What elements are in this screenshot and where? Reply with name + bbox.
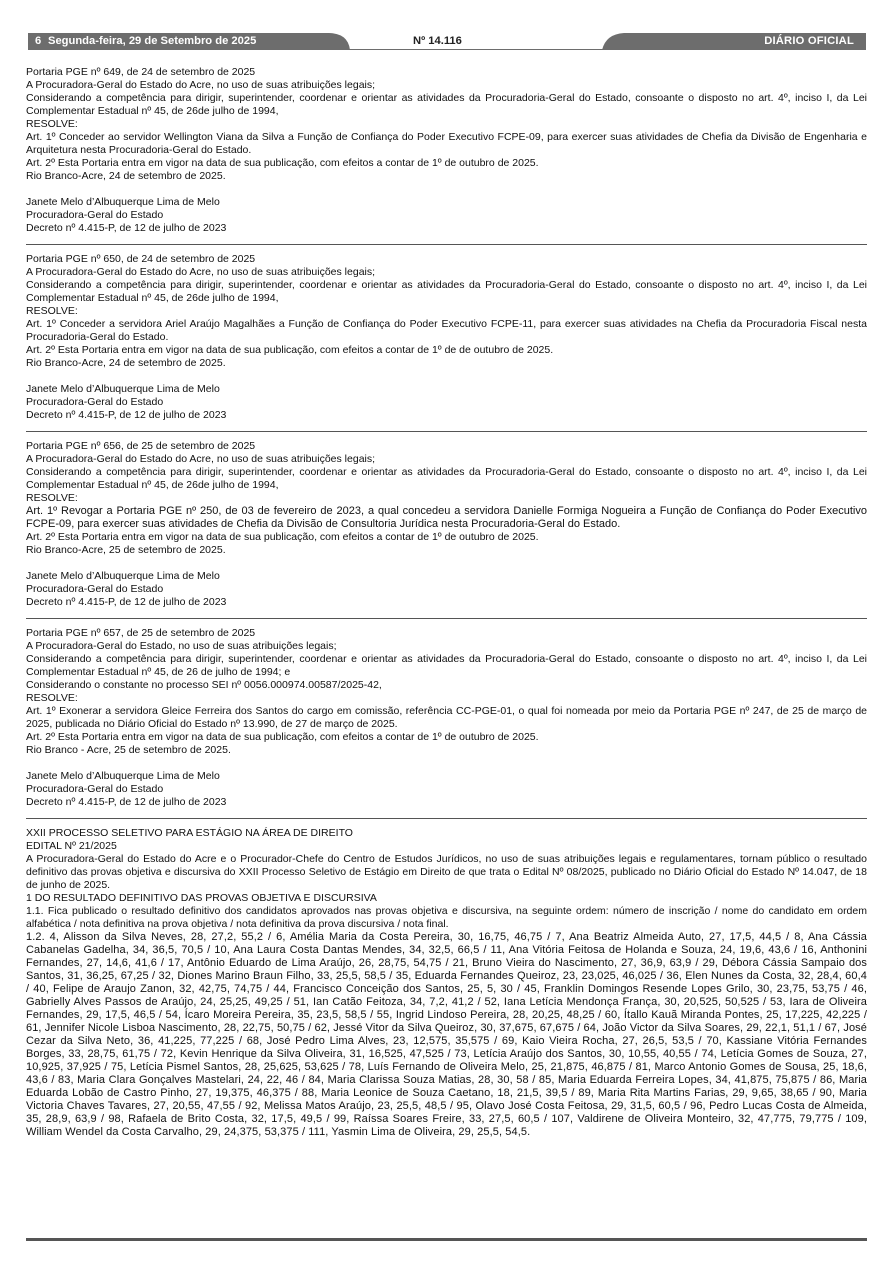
signature-decree: Decreto nº 4.415-P, de 12 de julho de 2023 [26, 596, 227, 608]
signature-role: Procuradora-Geral do Estado [26, 396, 164, 408]
processo-seletivo [26, 827, 867, 1139]
signature-name: Janete Melo d’Albuquerque Lima de Melo [26, 570, 220, 582]
paragraph: RESOLVE: [26, 118, 78, 130]
signature-name: Janete Melo d’Albuquerque Lima de Melo [26, 383, 220, 395]
paragraph: A Procuradora-Geral do Estado do Acre, no uso de suas atribuições legais; [26, 453, 376, 465]
divider [26, 818, 867, 819]
paragraph: Considerando a competência para dirigir, superintender, coordenar e orientar as atividades da Procuradoria-Geral do Estado, consoante o disposto no art. 4º, inciso I, da Lei Complementar Estadual nº 45, de 26de julho de 1994, [26, 279, 867, 304]
paragraph: 1.1. Fica publicado o resultado definitivo dos candidatos aprovados nas provas objetiva e discursiva, na seguinte ordem: número de inscrição / nome do candidato em ordem alfabética / nota definitiva na prova objetiva / nota definitiva da prova discursiva / nota final. [26, 905, 867, 930]
page-content [26, 66, 867, 1139]
results-list: 1.2. 4, Alisson da Silva Neves, 28, 27,2, 55,2 / 6, Amélia Maria da Costa Pereira, 30, 16,75, 46,75 / 7, Ana Beatriz Almeida Auto, 27, 17,5, 44,5 / 8, Ana Cássia Cabanelas Gadelha, 34, 36,5, 70,5 / 10, Ana Laura Costa Dantas Mendes, 34, 32,5, 66,5 / 11, Ana Vitória Feitosa de Holanda e Souza, 24, 19,6, 43,6 / 16, Anthonini Fernandes, 27, 14,6, 41,6 / 17, Antônio Eduardo de Lima Araújo, 26, 28,75, 54,75 / 21, Bruno Vieira do Nascimento, 27, 36,9, 63,9 / 29, Débora Cássia Sampaio dos Santos, 31, 36,25, 67,25 / 32, Diones Marino Braun Filho, 33, 25,5, 58,5 / 35, Eduarda Fernandes Queiroz, 23, 23,025, 46,025 / 36, Elen Nunes da Costa, 32, 28,4, 60,4 / 40, Felipe de Araujo Zanon, 32, 42,75, 74,75 / 44, Francisco Conceição dos Santos, 25, 5, 30 / 45, Franklin Domingos Resende Lopes Grilo, 30, 23,75, 53,75 / 46, Gabrielly Alves Passos de Araújo, 24, 25,25, 49,25 / 51, Ian Catão Feitoza, 34, 7,2, 41,2 / 52, Iana Letícia Mendonça França, 30, 20,525, 50,525 / 53, Iara de Oliveira Fernandes, 29, 17,5, 46,5 / 54, Ícaro Moreira Pereira, 35, 23,5, 58,5 / 55, Ingrid Lindoso Pereira, 28, 20,25, 48,25 / 60, Ítallo Kauã Miranda Pontes, 25, 17,225, 42,225 / 61, Jennifer Nicole Lisboa Nascimento, 28, 22,75, 50,75 / 62, Jessé Vitor da Silva Queiroz, 30, 37,675, 67,675 / 64, João Victor da Silva Soares, 29, 22,1, 51,1 / 67, José Cezar da Silva Neto, 36, 41,225, 77,225 / 68, José Pedro Lima Alves, 23, 12,575, 35,575 / 69, Kaio Vieira Rocha, 27, 26,5, 53,5 / 70, Kassiane Vitória Fernandes Borges, 33, 28,75, 61,75 / 72, Kevin Henrique da Silva Oliveira, 31, 16,525, 47,525 / 73, Letícia Araújo dos Santos, 30, 10,55, 40,55 / 74, Letícia Gomes de Souza, 27, 10,925, 37,925 / 75, Letícia Pismel Santos, 28, 25,625, 53,625 / 78, Luís Fernando de Oliveira Melo, 25, 21,875, 46,875 / 81, Marco Antonio Gomes de Sousa, 25, 18,6, 43,6 / 83, Maria Clara Gonçalves Mastelari, 24, 22, 46 / 84, Maria Clarissa Souza Matias, 28, 30, 58 / 85, Maria Eduarda Ferreira Lopes, 34, 41,875, 75,875 / 86, Maria Eduarda Lobão de Castro Pinho, 27, 19,375, 46,375 / 88, Maria Leonice de Souza Caetano, 18, 21,5, 39,5 / 89, Maria Rita Martins Farias, 29, 9,65, 38,65 / 90, Maria Victoria Chaves Tavares, 27, 20,55, 47,55 / 92, Melissa Matos Araújo, 23, 25,5, 48,5 / 95, Olavo José Costa Feitosa, 29, 31,5, 60,5 / 96, Pedro Lucas Costa de Almeida, 35, 28,9, 63,9 / 98, Rafaela de Brito Costa, 32, 17,5, 49,5 / 99, Raíssa Soares Freire, 33, 27,5, 60,5 / 107, Valdirene de Oliveira Monteiro, 32, 47,775, 79,775 / 109, William Wendel da Costa Carvalho, 29, 24,375, 53,375 / 111, Yasmin Lima de Oliveira, 29, 25,5, 54,5. [26, 931, 867, 1138]
edition-number: Nº 14.116 [413, 35, 462, 47]
portaria-title: Portaria PGE nº 650, de 24 de setembro de 2025 [26, 253, 256, 265]
paragraph: Art. 2º Esta Portaria entra em vigor na data de sua publicação, com efeitos a contar de 1º de outubro de 2025. [26, 531, 539, 543]
paragraph: Art. 2º Esta Portaria entra em vigor na data de sua publicação, com efeitos a contar de 1º de outubro de 2025. [26, 157, 539, 169]
paragraph: Considerando a competência para dirigir, superintender, coordenar e orientar as atividades da Procuradoria-Geral do Estado, consoante o disposto no art. 4º, inciso I, da Lei Complementar Estadual nº 45, de 26 de julho de 1994; e [26, 653, 867, 678]
paragraph: RESOLVE: [26, 492, 78, 504]
paragraph: RESOLVE: [26, 692, 78, 704]
portaria-title: Portaria PGE nº 649, de 24 de setembro de 2025 [26, 66, 256, 78]
page-number: 6 [35, 35, 42, 47]
signature-name: Janete Melo d’Albuquerque Lima de Melo [26, 770, 220, 782]
section-heading: 1 DO RESULTADO DEFINITIVO DAS PROVAS OBJETIVA E DISCURSIVA [26, 892, 377, 904]
paragraph: A Procuradora-Geral do Estado do Acre, no uso de suas atribuições legais; [26, 79, 376, 91]
publication-name: DIÁRIO OFICIAL [764, 35, 854, 47]
paragraph: Art. 2º Esta Portaria entra em vigor na data de sua publicação, com efeitos a contar de 1º de outubro de 2025. [26, 731, 539, 743]
paragraph: Art. 1º Conceder ao servidor Wellington Viana da Silva a Função de Confiança do Poder Executivo FCPE-09, para exercer suas atividades de Chefia da Divisão de Engenharia e Arquitetura nesta Procuradoria-Geral do Estado. [26, 131, 867, 156]
section-title: XXII PROCESSO SELETIVO PARA ESTÁGIO NA ÁREA DE DIREITO [26, 827, 353, 839]
footer-rule [26, 1238, 867, 1241]
portaria-657 [26, 627, 867, 809]
paragraph: Rio Branco-Acre, 24 de setembro de 2025. [26, 170, 226, 182]
signature-decree: Decreto nº 4.415-P, de 12 de julho de 2023 [26, 409, 227, 421]
signature-decree: Decreto nº 4.415-P, de 12 de julho de 2023 [26, 222, 227, 234]
divider [26, 244, 867, 245]
signature-name: Janete Melo d’Albuquerque Lima de Melo [26, 196, 220, 208]
paragraph: A Procuradora-Geral do Estado do Acre e o Procurador-Chefe do Centro de Estudos Jurídicos, no uso de suas atribuições legais e regulamentares, tornam público o resultado definitivo das provas objetiva e discursiva do XXII Processo Seletivo de Estágio em Direito de que trata o Edital Nº 08/2025, publicado no Diário Oficial do Estado Nº 14.047, de 18 de junho de 2025. [26, 853, 867, 891]
paragraph: Rio Branco-Acre, 25 de setembro de 2025. [26, 544, 226, 556]
header-date: Segunda-feira, 29 de Setembro de 2025 [48, 35, 257, 47]
signature-decree: Decreto nº 4.415-P, de 12 de julho de 2023 [26, 796, 227, 808]
paragraph: Art. 2º Esta Portaria entra em vigor na data de sua publicação, com efeitos a contar de 1º de de outubro de 2025. [26, 344, 554, 356]
paragraph: A Procuradora-Geral do Estado, no uso de suas atribuições legais; [26, 640, 337, 652]
portaria-650 [26, 253, 867, 422]
signature-role: Procuradora-Geral do Estado [26, 209, 164, 221]
divider [26, 618, 867, 619]
portaria-title: Portaria PGE nº 657, de 25 de setembro de 2025 [26, 627, 256, 639]
paragraph: Art. 1º Exonerar a servidora Gleice Ferreira dos Santos do cargo em comissão, referência CC-PGE-01, o qual foi nomeada por meio da Portaria PGE nº 247, de 25 de março de 2025, publicada no Diário Oficial do Estado nº 13.990, de 27 de março de 2025. [26, 705, 867, 730]
paragraph: RESOLVE: [26, 305, 78, 317]
paragraph: Considerando a competência para dirigir, superintender, coordenar e orientar as atividades da Procuradoria-Geral do Estado, consoante o disposto no art. 4º, inciso I, da Lei Complementar Estadual nº 45, de 26de julho de 1994, [26, 466, 867, 491]
divider [26, 431, 867, 432]
page-header [28, 33, 866, 50]
signature-role: Procuradora-Geral do Estado [26, 583, 164, 595]
portaria-649 [26, 66, 867, 235]
paragraph: Art. 1º Conceder a servidora Ariel Araújo Magalhães a Função de Confiança do Poder Executivo FCPE-11, para exercer suas atividades na Chefia da Procuradoria Fiscal nesta Procuradoria-Geral do Estado. [26, 318, 867, 343]
portaria-title: Portaria PGE nº 656, de 25 de setembro de 2025 [26, 440, 256, 452]
paragraph: Considerando o constante no processo SEI nº 0056.000974.00587/2025-42, [26, 679, 382, 691]
paragraph: A Procuradora-Geral do Estado do Acre, no uso de suas atribuições legais; [26, 266, 376, 278]
paragraph: Rio Branco-Acre, 24 de setembro de 2025. [26, 357, 226, 369]
signature-role: Procuradora-Geral do Estado [26, 783, 164, 795]
paragraph: Art. 1º Revogar a Portaria PGE nº 250, de 03 de fevereiro de 2023, a qual concedeu a servidora Danielle Formiga Nogueira a Função de Confiança do Poder Executivo FCPE-09, para exercer suas atividades de Chefia da Divisão de Consultoria Jurídica nesta Procuradoria-Geral do Estado. [26, 505, 867, 530]
portaria-656 [26, 440, 867, 609]
paragraph: Considerando a competência para dirigir, superintender, coordenar e orientar as atividades da Procuradoria-Geral do Estado, consoante o disposto no art. 4º, inciso I, da Lei Complementar Estadual nº 45, de 26de julho de 1994, [26, 92, 867, 117]
paragraph: Rio Branco - Acre, 25 de setembro de 2025. [26, 744, 231, 756]
edital-number: EDITAL Nº 21/2025 [26, 840, 117, 852]
